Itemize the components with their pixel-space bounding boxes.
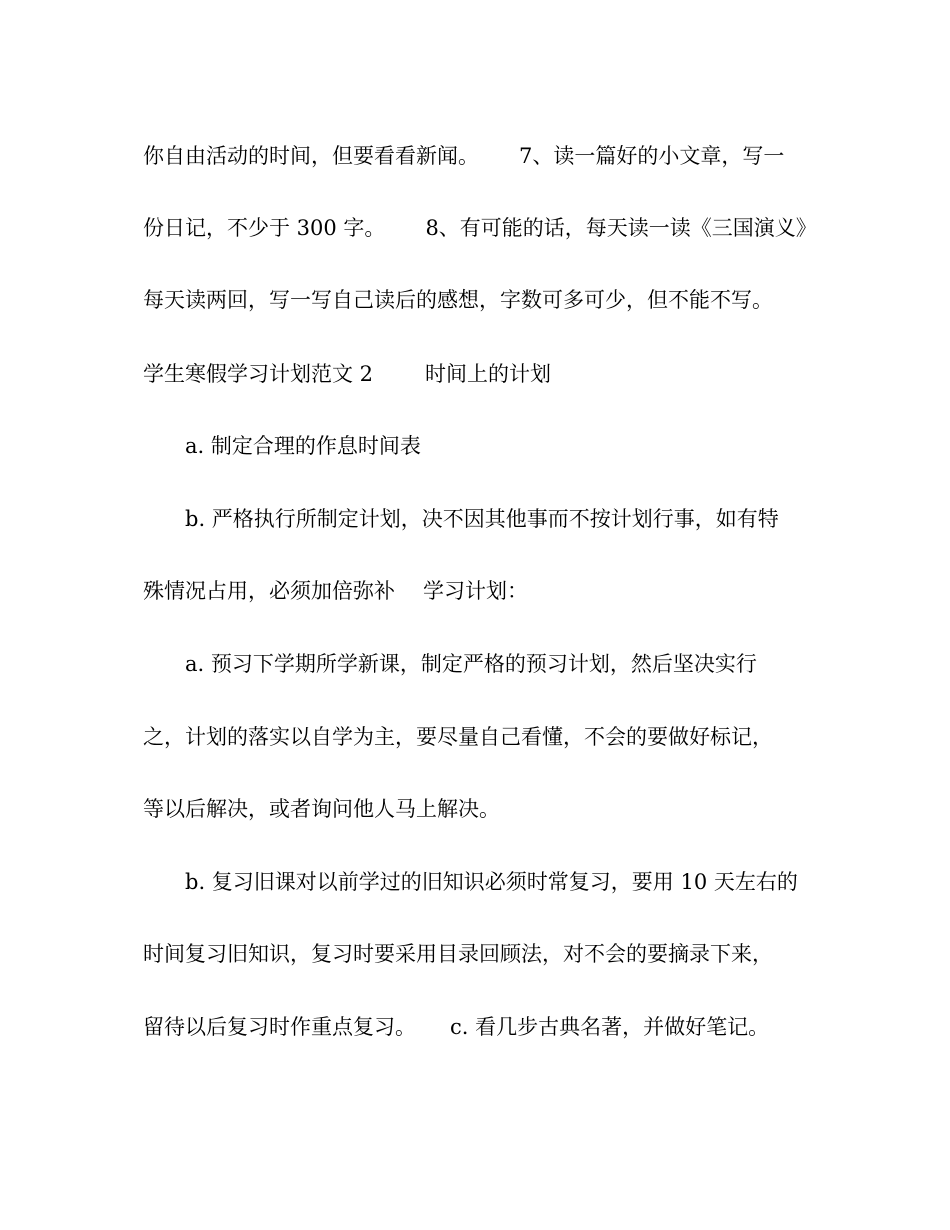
section-subtitle: 时间上的计划 bbox=[425, 362, 552, 386]
line-2-text-b: 8、有可能的话，每天读一读《三国演义》 bbox=[425, 216, 817, 240]
section-title: 学生寒假学习计划范文 2 bbox=[143, 362, 374, 386]
paragraph-line-1 bbox=[143, 142, 784, 170]
paragraph-line-13 bbox=[143, 1013, 769, 1041]
paragraph-line-10 bbox=[143, 795, 500, 823]
line-7-text-a: 殊情况占用，必须加倍弥补 bbox=[143, 579, 395, 603]
line-5-text-a: a. 制定合理的作息时间表 bbox=[185, 434, 421, 458]
paragraph-line-3 bbox=[143, 286, 773, 314]
line-1-text-a: 你自由活动的时间，但要看看新闻。 bbox=[143, 144, 479, 168]
line-3-text-a: 每天读两回，写一写自己读后的感想，字数可多可少，但不能不写。 bbox=[143, 288, 773, 312]
paragraph-line-6 bbox=[185, 505, 779, 533]
paragraph-line-5 bbox=[185, 432, 421, 460]
paragraph-line-11 bbox=[185, 868, 798, 896]
line-7-text-b: 学习计划： bbox=[423, 579, 528, 603]
line-9-text-a: 之，计划的落实以自学为主，要尽量自己看懂，不会的要做好标记， bbox=[143, 725, 773, 749]
paragraph-line-12 bbox=[143, 940, 773, 968]
line-11-text-a: b. 复习旧课对以前学过的旧知识必须时常复习，要用 10 天左右的 bbox=[185, 870, 798, 894]
line-1-text-b: 7、读一篇好的小文章，写一 bbox=[519, 144, 785, 168]
line-6-text-a: b. 严格执行所制定计划，决不因其他事而不按计划行事，如有特 bbox=[185, 507, 779, 531]
line-10-text-a: 等以后解决，或者询问他人马上解决。 bbox=[143, 797, 500, 821]
paragraph-line-8 bbox=[185, 650, 757, 678]
section-heading-line bbox=[143, 360, 551, 388]
line-2-text-a: 份日记，不少于 300 字。 bbox=[143, 216, 386, 240]
line-8-text-a: a. 预习下学期所学新课，制定严格的预习计划，然后坚决实行 bbox=[185, 652, 757, 676]
paragraph-line-9 bbox=[143, 723, 773, 751]
line-13-text-a: 留待以后复习时作重点复习。 bbox=[143, 1015, 416, 1039]
paragraph-line-2 bbox=[143, 214, 817, 242]
line-12-text-a: 时间复习旧知识，复习时要采用目录回顾法，对不会的要摘录下来， bbox=[143, 942, 773, 966]
line-13-text-b: c. 看几步古典名著，并做好笔记。 bbox=[450, 1015, 770, 1039]
paragraph-line-7 bbox=[143, 577, 528, 605]
